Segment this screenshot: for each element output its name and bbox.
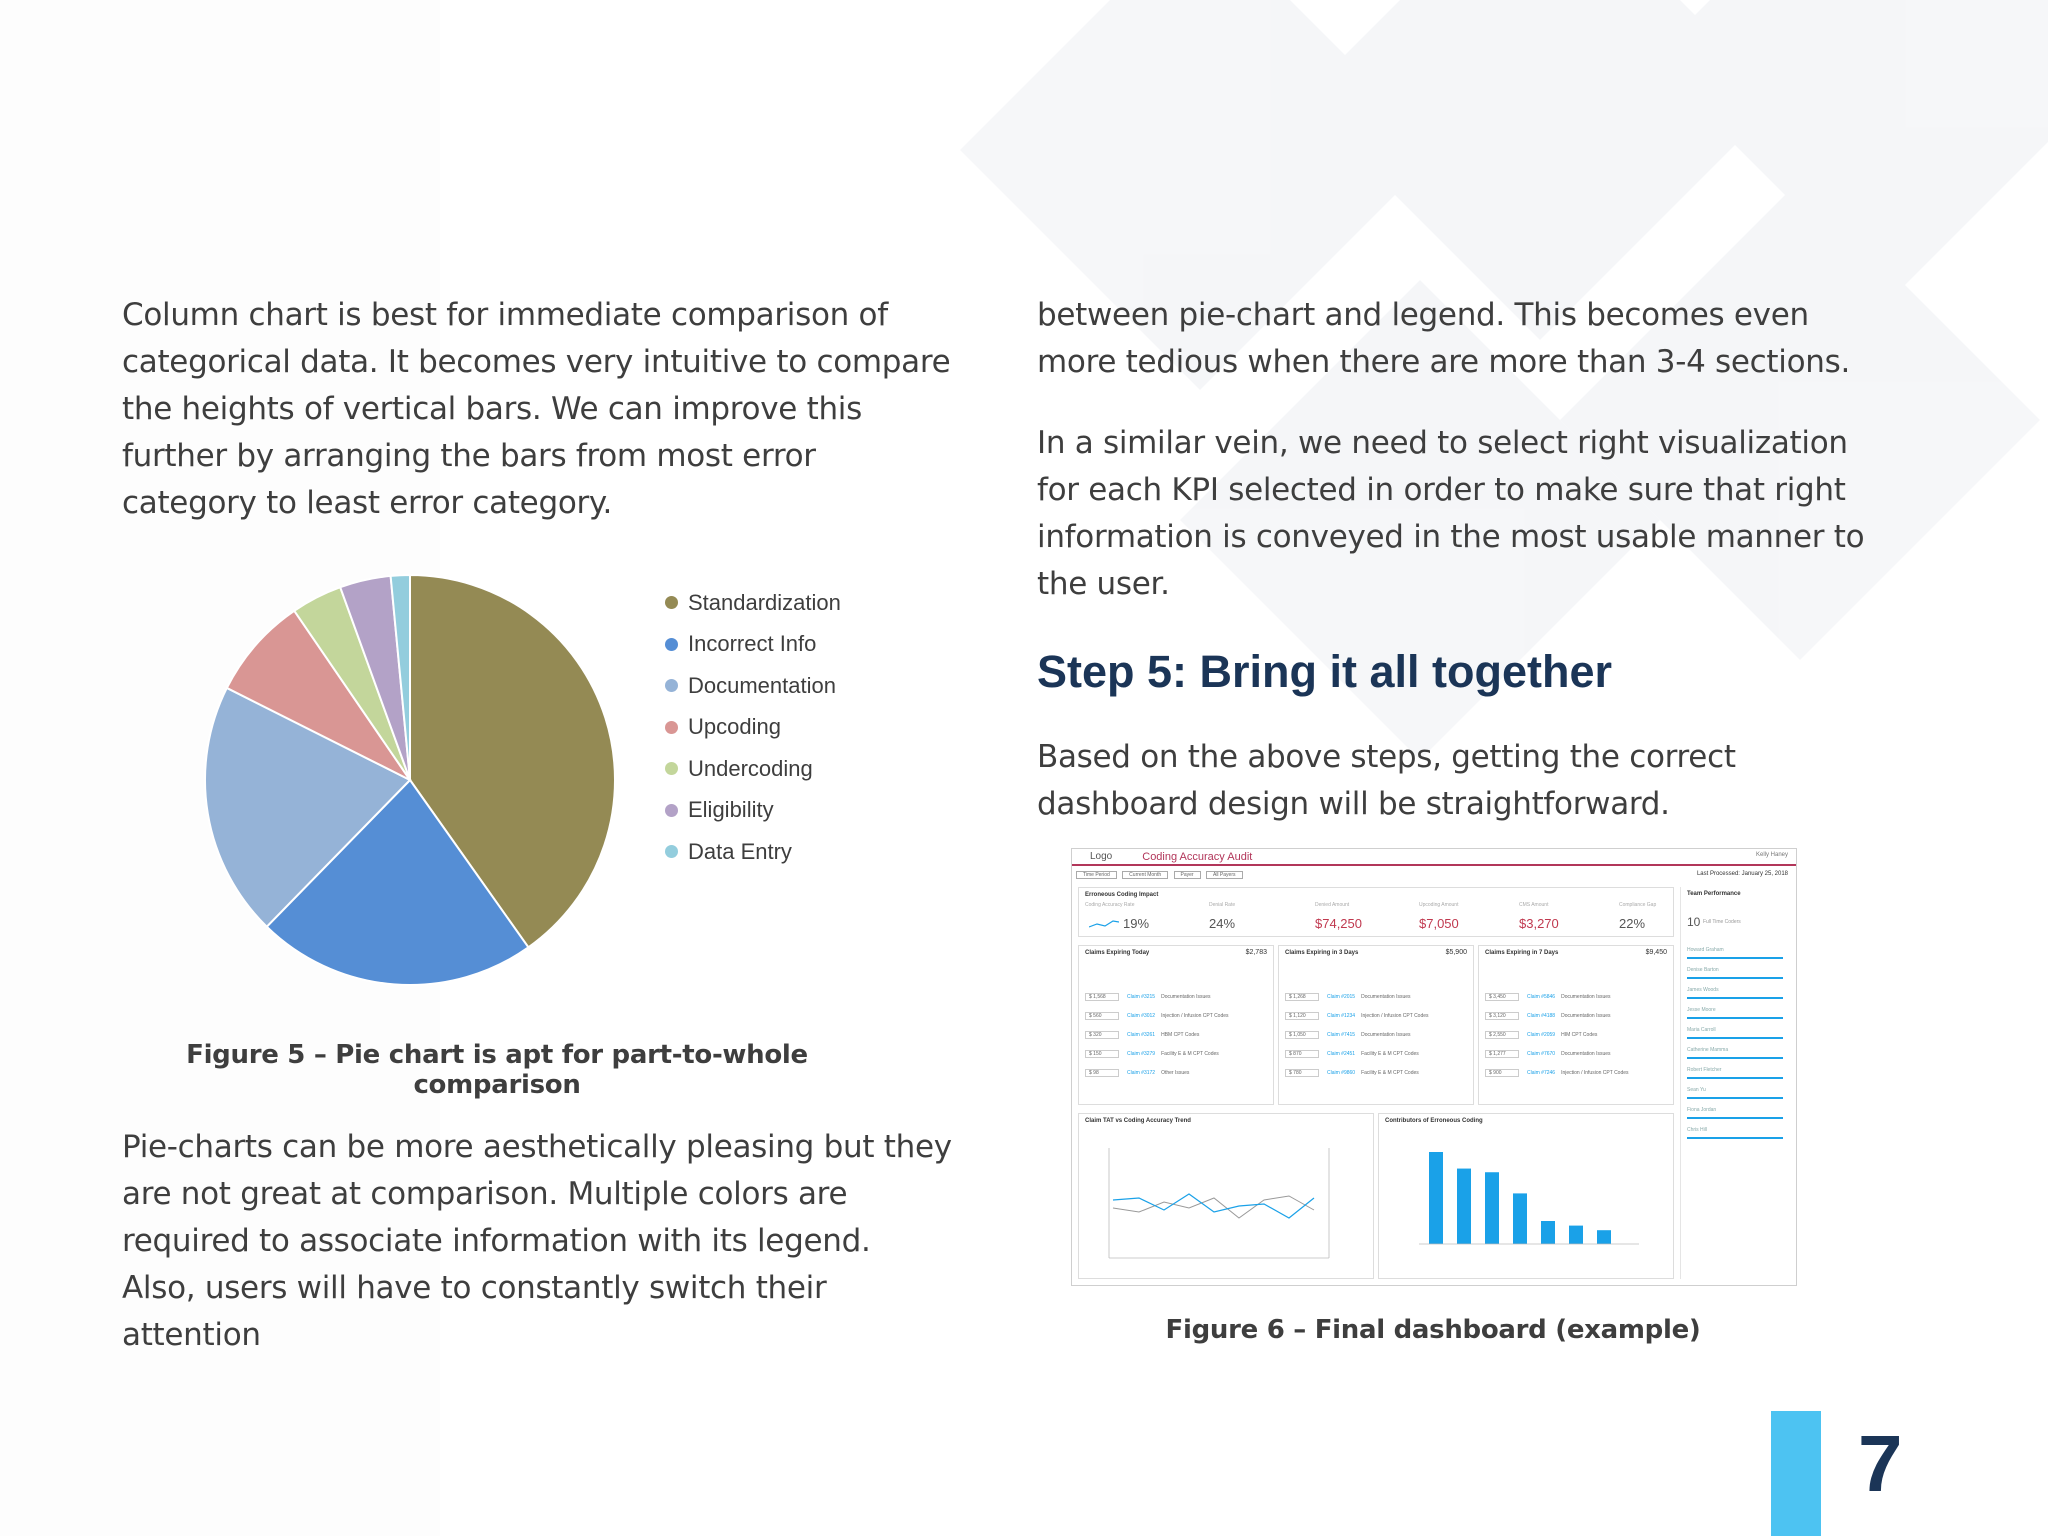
claim-issue: HBM CPT Codes <box>1161 1031 1200 1038</box>
claims-panel <box>1478 945 1674 1105</box>
legend-swatch <box>665 596 678 609</box>
claim-row[interactable] <box>1485 1028 1667 1041</box>
claim-amount: $ 1,050 <box>1285 1031 1319 1039</box>
claim-issue: Injection / Infusion CPT Codes <box>1361 1012 1429 1019</box>
team-member: Maria Carroll <box>1687 1027 1783 1039</box>
claim-id[interactable]: Claim #3215 <box>1127 993 1156 1000</box>
claim-id[interactable]: Claim #3172 <box>1127 1069 1156 1076</box>
pie-legend <box>665 582 841 873</box>
claims-panel-amount: $9,450 <box>1645 949 1667 956</box>
legend-swatch <box>665 721 678 734</box>
claim-row[interactable] <box>1485 1009 1667 1022</box>
team-strength: 10 <box>1687 915 1701 929</box>
legend-item <box>665 665 841 707</box>
trend-chart <box>1089 1138 1365 1274</box>
claim-issue: Facility E & M CPT Codes <box>1361 1069 1419 1076</box>
legend-swatch <box>665 804 678 817</box>
team-member: Fiona Jordan <box>1687 1107 1783 1119</box>
kpi-sub-5: CMS Amount <box>1519 902 1549 908</box>
claims-panel <box>1278 945 1474 1105</box>
legend-label: Data Entry <box>688 838 792 864</box>
claim-row[interactable] <box>1285 1047 1467 1060</box>
left-paragraph-2: Pie-charts can be more aesthetically pleasing but they are not great at comparison. Multiple colors are required to associate information with its legend. Also, users will have to constantly switch their attention <box>122 1129 952 1353</box>
claim-amount: $ 780 <box>1285 1069 1319 1077</box>
contributor-bar <box>1569 1226 1583 1244</box>
legend-label: Eligibility <box>688 797 774 823</box>
claim-id[interactable]: Claim #5846 <box>1527 993 1556 1000</box>
team-member: Chris Hill <box>1687 1127 1783 1139</box>
claim-id[interactable]: Claim #1234 <box>1327 1012 1356 1019</box>
kpi-value-1: 19% <box>1123 916 1150 931</box>
claim-id[interactable]: Claim #3279 <box>1127 1050 1156 1057</box>
legend-swatch <box>665 762 678 775</box>
claims-panel-amount: $5,900 <box>1445 949 1467 956</box>
claim-row[interactable] <box>1085 1066 1267 1079</box>
claim-amount: $ 320 <box>1085 1031 1119 1039</box>
right-paragraph-3: Based on the above steps, getting the correct dashboard design will be straightforward. <box>1037 739 1736 822</box>
claim-issue: HIM CPT Codes <box>1561 1031 1598 1038</box>
claim-issue: Facility E & M CPT Codes <box>1361 1050 1419 1057</box>
kpi-title: Erroneous Coding Impact <box>1085 892 1159 898</box>
claim-row[interactable] <box>1285 1066 1467 1079</box>
claim-id[interactable]: Claim #9860 <box>1327 1069 1356 1076</box>
claim-issue: Injection / Infusion CPT Codes <box>1561 1069 1629 1076</box>
claim-issue: Documentation Issues <box>1561 1012 1611 1019</box>
legend-label: Incorrect Info <box>688 631 817 657</box>
dashboard-title: Coding Accuracy Audit <box>1142 850 1253 863</box>
claim-issue: Other Issues <box>1161 1069 1190 1076</box>
team-member: Jesse Moore <box>1687 1007 1783 1019</box>
left-paragraph-1: Column chart is best for immediate comparison of categorical data. It becomes very intuitive to compare the heights of vertical bars. We can improve this further by arranging the bars from most error category to least error category. <box>122 297 951 521</box>
left-column-bottom <box>122 1124 952 1359</box>
claim-amount: $ 900 <box>1485 1069 1519 1077</box>
claim-row[interactable] <box>1285 1009 1467 1022</box>
filter-payer-value: All Payers <box>1206 871 1243 879</box>
legend-label: Upcoding <box>688 714 781 740</box>
team-member: Sean Yu <box>1687 1087 1783 1099</box>
claims-panel-title: Claims Expiring in 3 Days <box>1285 950 1359 956</box>
claim-amount: $ 150 <box>1085 1050 1119 1058</box>
right-paragraph-1: between pie-chart and legend. This becomes even more tedious when there are more than 3-4 sections. <box>1037 297 1851 380</box>
legend-item <box>665 582 841 624</box>
last-processed: Last Processed: January 25, 2018 <box>1696 871 1788 877</box>
contributor-bar <box>1541 1221 1555 1244</box>
claim-row[interactable] <box>1485 990 1667 1003</box>
kpi-sub-2: Denial Rate <box>1209 902 1236 908</box>
left-column <box>122 292 952 527</box>
claim-id[interactable]: Claim #3261 <box>1127 1031 1156 1038</box>
claim-row[interactable] <box>1485 1066 1667 1079</box>
filter-time-label: Time Period <box>1076 871 1117 879</box>
kpi-strip <box>1078 887 1674 937</box>
kpi-sub-3: Denied Amount <box>1315 902 1350 908</box>
team-member: James Woods <box>1687 987 1783 999</box>
legend-label: Standardization <box>688 589 841 615</box>
claim-issue: Documentation Issues <box>1361 1031 1411 1038</box>
dashboard-screenshot <box>1071 848 1797 1286</box>
claim-amount: $ 1,268 <box>1285 993 1319 1001</box>
claims-panel <box>1078 945 1274 1105</box>
claim-row[interactable] <box>1485 1047 1667 1060</box>
claim-id[interactable]: Claim #2059 <box>1527 1031 1556 1038</box>
page-number-bar <box>1771 1411 1821 1536</box>
team-member: Robert Fletcher <box>1687 1067 1783 1079</box>
contributor-bar <box>1597 1230 1611 1244</box>
kpi-sub-1: Coding Accuracy Rate <box>1085 902 1135 908</box>
claim-row[interactable] <box>1085 1028 1267 1041</box>
claim-amount: $ 870 <box>1285 1050 1319 1058</box>
claim-issue: Documentation Issues <box>1161 993 1211 1000</box>
step-5-heading: Step 5: Bring it all together <box>1037 646 1613 697</box>
claim-row[interactable] <box>1285 1028 1467 1041</box>
claim-amount: $ 3,120 <box>1485 1012 1519 1020</box>
claim-row[interactable] <box>1085 990 1267 1003</box>
team-member: Howard Graham <box>1687 947 1783 959</box>
claim-amount: $ 560 <box>1085 1012 1119 1020</box>
claim-row[interactable] <box>1285 990 1467 1003</box>
contributor-bar <box>1457 1169 1471 1244</box>
claim-id[interactable]: Claim #4188 <box>1527 1012 1556 1019</box>
team-strength-label: Full Time Coders <box>1703 919 1741 925</box>
legend-item <box>665 707 841 749</box>
legend-item <box>665 748 841 790</box>
contributors-title: Contributors of Erroneous Coding <box>1385 1118 1483 1124</box>
team-performance <box>1680 887 1790 1279</box>
kpi-sub-6: Compliance Gap <box>1619 902 1657 908</box>
claim-amount: $ 2,550 <box>1485 1031 1519 1039</box>
legend-item <box>665 624 841 666</box>
page-number: 7 <box>1858 1419 1903 1508</box>
trend-line-accuracy <box>1113 1194 1314 1218</box>
right-paragraph-2: In a similar vein, we need to select right visualization for each KPI selected in order to make sure that right information is conveyed in the most usable manner to the user. <box>1037 425 1865 602</box>
legend-label: Undercoding <box>688 755 813 781</box>
claim-issue: Facility E & M CPT Codes <box>1161 1050 1219 1057</box>
kpi-sparkline <box>1089 918 1119 930</box>
team-title: Team Performance <box>1687 891 1741 897</box>
kpi-value-3: $74,250 <box>1315 916 1362 931</box>
claims-panel-title: Claims Expiring in 7 Days <box>1485 950 1559 956</box>
claim-issue: Documentation Issues <box>1561 993 1611 1000</box>
contributor-bar <box>1513 1193 1527 1244</box>
claim-id[interactable]: Claim #7670 <box>1527 1050 1556 1057</box>
kpi-value-4: $7,050 <box>1419 916 1459 931</box>
claim-id[interactable]: Claim #2451 <box>1327 1050 1356 1057</box>
claim-amount: $ 1,277 <box>1485 1050 1519 1058</box>
contributors-panel <box>1378 1113 1674 1279</box>
claim-issue: Documentation Issues <box>1361 993 1411 1000</box>
kpi-value-5: $3,270 <box>1519 916 1559 931</box>
right-column <box>1037 292 1897 828</box>
legend-swatch <box>665 638 678 651</box>
claim-amount: $ 1,568 <box>1085 993 1119 1001</box>
dashboard-filters <box>1076 871 1792 881</box>
claim-issue: Documentation Issues <box>1561 1050 1611 1057</box>
trend-panel <box>1078 1113 1374 1279</box>
kpi-value-2: 24% <box>1209 916 1236 931</box>
team-member: Denise Barton <box>1687 967 1783 979</box>
kpi-value-6: 22% <box>1619 916 1646 931</box>
claim-issue: Injection / Infusion CPT Codes <box>1161 1012 1229 1019</box>
dashboard-user: Kelly Haney <box>1755 852 1788 858</box>
claim-id[interactable]: Claim #7415 <box>1327 1031 1356 1038</box>
figure-6-caption: Figure 6 – Final dashboard (example) <box>1165 1315 1701 1345</box>
claim-id[interactable]: Claim #3012 <box>1127 1012 1156 1019</box>
claim-id[interactable]: Claim #7246 <box>1527 1069 1556 1076</box>
legend-swatch <box>665 845 678 858</box>
contributor-bar <box>1485 1172 1499 1244</box>
legend-item <box>665 790 841 832</box>
legend-swatch <box>665 679 678 692</box>
dashboard-header <box>1072 849 1796 866</box>
pie-chart <box>190 560 640 1000</box>
claim-amount: $ 98 <box>1085 1069 1119 1077</box>
filter-payer-label: Payer <box>1174 871 1201 879</box>
claim-amount: $ 3,450 <box>1485 993 1519 1001</box>
claim-id[interactable]: Claim #2015 <box>1327 993 1356 1000</box>
legend-label: Documentation <box>688 672 836 698</box>
dashboard-logo: Logo <box>1090 851 1113 862</box>
kpi-sub-4: Upcoding Amount <box>1419 902 1459 908</box>
claim-row[interactable] <box>1085 1047 1267 1060</box>
claims-panel-amount: $2,783 <box>1245 949 1267 956</box>
claims-panel-title: Claims Expiring Today <box>1085 950 1150 956</box>
figure-5-caption: Figure 5 – Pie chart is apt for part-to-whole comparison <box>186 1040 808 1100</box>
contributors-chart <box>1389 1134 1665 1274</box>
filter-time-value: Current Month <box>1122 871 1168 879</box>
claim-row[interactable] <box>1085 1009 1267 1022</box>
claim-amount: $ 1,120 <box>1285 1012 1319 1020</box>
trend-title: Claim TAT vs Coding Accuracy Trend <box>1085 1118 1191 1124</box>
contributor-bar <box>1429 1152 1443 1244</box>
legend-item <box>665 831 841 873</box>
team-member: Catherine Mamma <box>1687 1047 1783 1059</box>
